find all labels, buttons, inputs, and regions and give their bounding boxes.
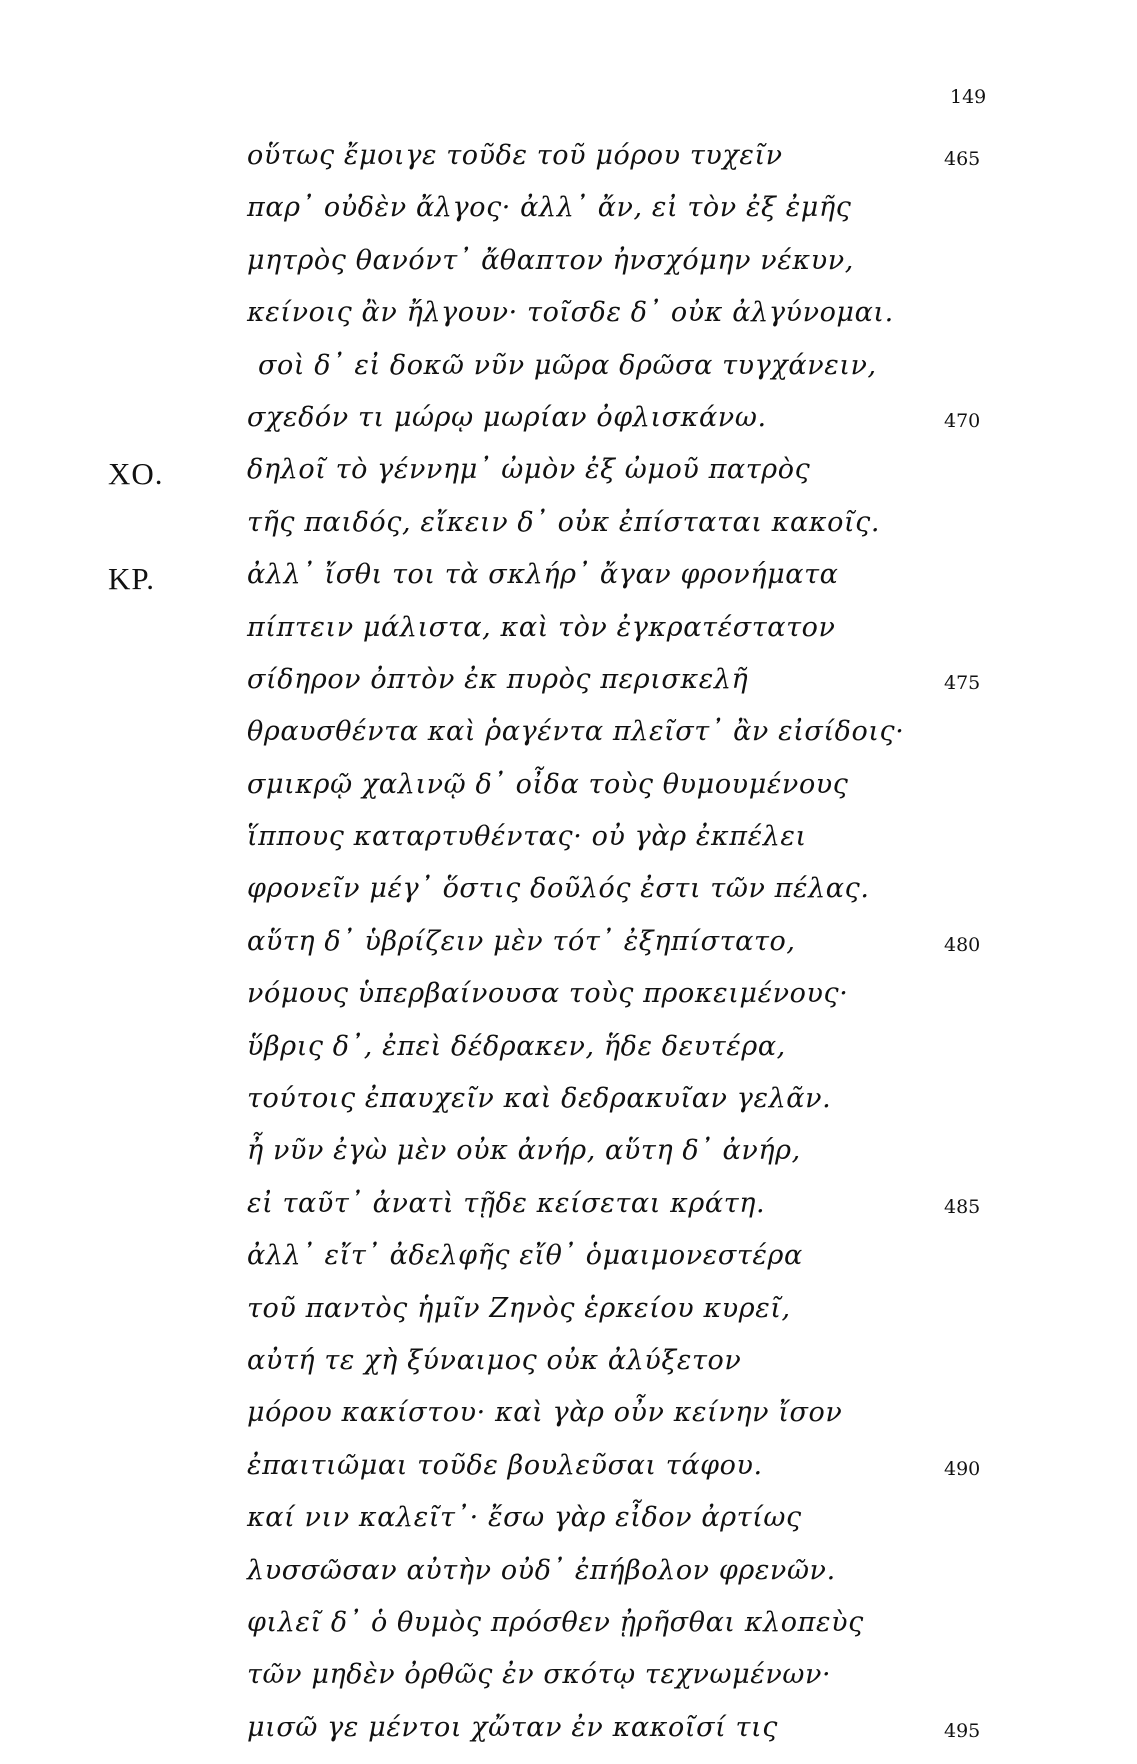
verse-text: ἵππους καταρτυθέντας· οὐ γὰρ ἐκπέλει [247, 821, 807, 853]
verse-text: κείνοις ἂν ἤλγουν· τοῖσδε δ᾽ οὐκ ἀλγύνομαι. [247, 297, 894, 329]
verse-text: καί νιν καλεῖτ᾽· ἔσω γὰρ εἶδον ἀρτίως [247, 1502, 802, 1534]
verse-line [0, 1555, 1137, 1607]
verse-text: τῆς παιδός, εἴκειν δ᾽ οὐκ ἐπίσταται κακοῖς. [247, 506, 881, 538]
verse-line [0, 1135, 1137, 1187]
verse-text: τῶν μηδὲν ὀρθῶς ἐν σκότῳ τεχνωμένων· [247, 1659, 832, 1691]
verse-line [0, 821, 1137, 873]
verse-text: φρονεῖν μέγ᾽ ὅστις δοῦλός ἐστι τῶν πέλας. [247, 873, 870, 905]
verse-text: δηλοῖ τὸ γέννημ᾽ ὠμὸν ἐξ ὠμοῦ πατρὸς [247, 454, 811, 486]
line-number: 495 [944, 1719, 981, 1742]
verse-line [0, 926, 1137, 978]
verse-line [0, 350, 1137, 402]
verse-line [0, 297, 1137, 349]
verse-text: τοῦ παντὸς ἡμῖν Ζηνὸς ἑρκείου κυρεῖ, [247, 1292, 791, 1324]
verse-line [0, 454, 1137, 506]
verse-text: θραυσθέντα καὶ ῥαγέντα πλεῖστ᾽ ἂν εἰσίδοις· [247, 716, 905, 748]
page-number: 149 [950, 86, 987, 108]
verse-line [0, 1188, 1137, 1240]
verse-line [0, 1450, 1137, 1502]
verse-text: ἀλλ᾽ ἴσθι τοι τὰ σκλήρ᾽ ἄγαν φρονήματα [247, 559, 839, 591]
verse-line [0, 192, 1137, 244]
verse-line [0, 978, 1137, 1030]
verse-line [0, 769, 1137, 821]
verse-line [0, 1083, 1137, 1135]
verse-text: μόρου κακίστου· καὶ γὰρ οὖν κείνην ἴσον [247, 1397, 843, 1429]
verse-line [0, 664, 1137, 716]
verse-text: αὐτή τε χὴ ξύναιμος οὐκ ἀλύξετον [247, 1344, 742, 1376]
verse-text: σχεδόν τι μώρῳ μωρίαν ὀφλισκάνω. [247, 401, 767, 433]
speaker-label: ΚΡ. [108, 561, 155, 597]
verse-text: εἰ ταῦτ᾽ ἀνατὶ τῇδε κείσεται κράτη. [247, 1187, 766, 1219]
line-number: 475 [944, 671, 981, 694]
verse-text: νόμους ὑπερβαίνουσα τοὺς προκειμένους· [247, 978, 849, 1010]
verse-line [0, 1240, 1137, 1292]
verse-line [0, 716, 1137, 768]
verse-line [0, 402, 1137, 454]
verse-line [0, 1659, 1137, 1711]
verse-text: παρ᾽ οὐδὲν ἄλγος· ἀλλ᾽ ἄν, εἰ τὸν ἐξ ἐμῆς [247, 192, 852, 224]
verse-line [0, 1712, 1137, 1764]
verse-line [0, 1345, 1137, 1397]
verse-text: αὕτη δ᾽ ὑβρίζειν μὲν τότ᾽ ἐξηπίστατο, [247, 925, 796, 957]
verse-line [0, 140, 1137, 192]
line-number: 485 [944, 1195, 981, 1218]
verse-line [0, 559, 1137, 611]
verse-text: οὕτως ἔμοιγε τοῦδε τοῦ μόρου τυχεῖν [247, 140, 783, 171]
verse-line [0, 507, 1137, 559]
verse-line [0, 1502, 1137, 1554]
verse-line [0, 1031, 1137, 1083]
line-number: 470 [944, 409, 981, 432]
verse-text: ἦ νῦν ἐγὼ μὲν οὐκ ἀνήρ, αὕτη δ᾽ ἀνήρ, [247, 1135, 801, 1167]
verse-text: τούτοις ἐπαυχεῖν καὶ δεδρακυῖαν γελᾶν. [247, 1083, 832, 1115]
verse-text: πίπτειν μάλιστα, καὶ τὸν ἐγκρατέστατον [247, 611, 836, 643]
verse-text: σμικρῷ χαλινῷ δ᾽ οἶδα τοὺς θυμουμένους [247, 768, 849, 800]
verse-text: ἐπαιτιῶμαι τοῦδε βουλεῦσαι τάφου. [247, 1449, 763, 1481]
verse-text: μητρὸς θανόντ᾽ ἄθαπτον ἠνσχόμην νέκυν, [247, 244, 854, 276]
verse-text: ἀλλ᾽ εἴτ᾽ ἀδελφῆς εἴθ᾽ ὁμαιμονεστέρα [247, 1240, 803, 1272]
line-number: 480 [944, 933, 981, 956]
verse-line [0, 612, 1137, 664]
verse-line [0, 1293, 1137, 1345]
line-number: 465 [944, 148, 981, 170]
verse-text: σίδηρον ὀπτὸν ἐκ πυρὸς περισκελῆ [247, 663, 749, 695]
verse-text: ὕβρις δ᾽, ἐπεὶ δέδρακεν, ἥδε δευτέρα, [247, 1030, 786, 1062]
verse-text: μισῶ γε μέντοι χὤταν ἐν κακοῖσί τις [247, 1711, 778, 1743]
verse-text: σοὶ δ᾽ εἰ δοκῶ νῦν μῶρα δρῶσα τυγχάνειν, [258, 349, 877, 381]
line-number: 490 [944, 1457, 981, 1480]
speaker-label: ΧΟ. [108, 456, 164, 492]
verse-text: λυσσῶσαν αὐτὴν οὐδ᾽ ἐπήβολον φρενῶν. [247, 1554, 836, 1586]
verse-line [0, 873, 1137, 925]
verse-line [0, 1397, 1137, 1449]
verse-line [0, 245, 1137, 297]
verse-text: φιλεῖ δ᾽ ὁ θυμὸς πρόσθεν ᾐρῆσθαι κλοπεὺς [247, 1606, 864, 1638]
verse-line [0, 1607, 1137, 1659]
verse-text-block [0, 140, 1137, 1764]
